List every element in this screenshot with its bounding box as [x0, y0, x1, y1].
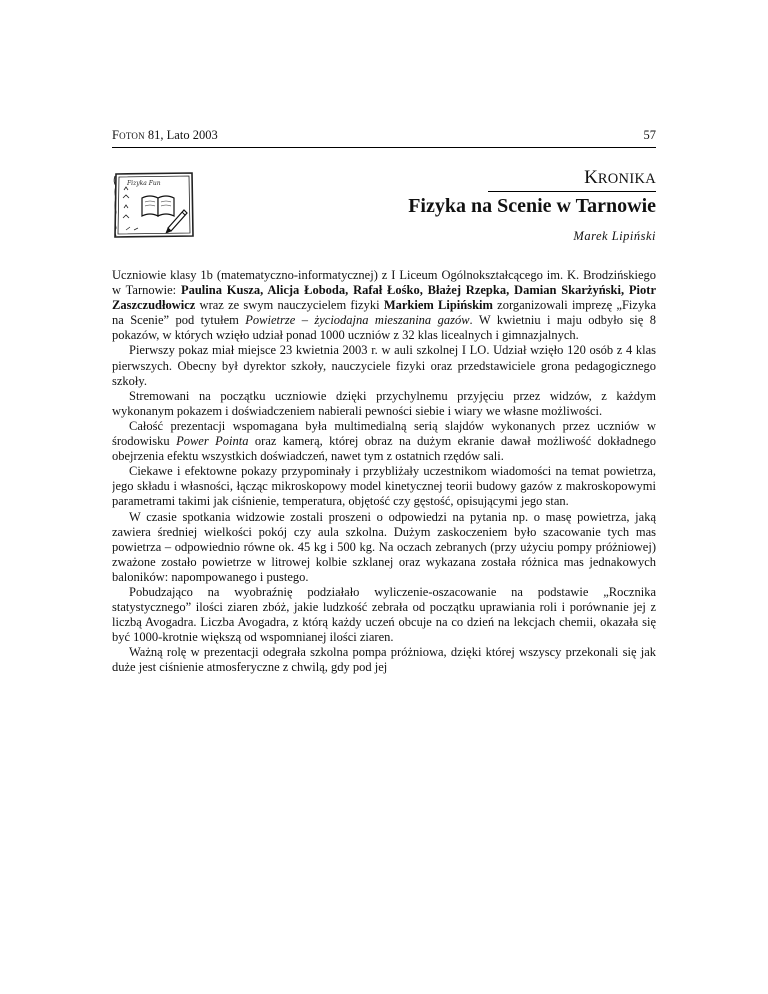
journal-info	[112, 128, 218, 143]
p4-software-name: Power Pointa	[176, 434, 249, 449]
notebook-pencil-icon	[112, 170, 198, 240]
paragraph-8: Ważną rolę w prezentacji odegrała szkolna pompa próżniowa, dzięki której wszyscy przekonali się jak duże jest ciśnienie atmosferyczne z chwilą, gdy pod jej	[112, 645, 656, 675]
section-rule	[488, 191, 656, 192]
paragraph-5: Ciekawe i efektowne pokazy przypominały i przybliżały uczestnikom wiadomości na temat powietrza, jego składu i własności, łącząc mikroskopowy model kinetycznej teorii budowy gazów z makroskopowymi parametrami takimi jak ciśnienie, temperatura, objętość czy gęstość, opisującymi jego stan.	[112, 464, 656, 509]
section-first-letter: K	[584, 167, 598, 188]
article-body	[112, 268, 656, 968]
article-author: Marek Lipiński	[573, 229, 656, 243]
p1-student-names: Paulina Kusza, Alicja Łoboda, Rafał Łośko, Błażej Rzepka, Damian Skarżyński, Piotr Zaszczudłowicz	[112, 283, 656, 313]
p1-text-2: wraz ze swym nauczycielem fizyki	[195, 298, 384, 313]
p1-show-title: Powietrze – życiodajna mieszanina gazów	[245, 313, 470, 328]
paragraph-2: Pierwszy pokaz miał miejsce 23 kwietnia 2003 r. w auli szkolnej I LO. Udział wzięło 120 osób z 4 klas pierwszych. Obecny był dyrektor szkoły, nauczyciele fizyki oraz przedstawiciele grona pedagogicznego szkoły.	[112, 343, 656, 388]
running-header	[112, 128, 656, 148]
section-rest: RONIKA	[597, 171, 656, 187]
section-name	[584, 167, 656, 189]
p4-text-2: oraz kamerą, której obraz na dużym ekranie dawał możliwość dokładnego obejrzenia efektu wszystkich doświadczeń, nawet tym z ostatnich rzędów sali.	[112, 434, 656, 464]
journal-name: Foton	[112, 128, 145, 142]
page-number: 57	[643, 128, 656, 142]
p4-text-1: Całość prezentacji wspomagana była multimedialną serią slajdów wykonanych przez uczniów w środowisku	[112, 418, 656, 449]
p1-text-1: Uczniowie klasy 1b (matematyczno-informatycznej) z I Liceum Ogólnokształcącego im. K. Brodzińskiego w Tarnowie:	[112, 268, 656, 298]
header-rule	[112, 147, 656, 148]
issue-info: 81, Lato 2003	[147, 128, 218, 142]
paragraph-1	[112, 268, 656, 343]
paragraph-3: Stremowani na początku uczniowie dzięki przychylnemu przyjęciu przez widzów, z każdym wykonanym pokazem i doświadczeniem nabierali pewności siebie i wiary we własne możliwości.	[112, 388, 656, 418]
p1-text-4: . W kwietniu i maju odbyło się 8 pokazów, w których wzięło udział ponad 1000 uczniów z 32 klas licealnych i gimnazjalnych.	[112, 313, 656, 343]
paragraph-7: Pobudzająco na wyobraźnię podziałało wyliczenie-oszacowanie na podstawie „Rocznika statystycznego” ilości ziaren zbóż, jakie ludzkość zebrała od początku uprawiania roli i porównanie jej z liczbą Avogadra. Liczba Avogadra, z którą każdy uczeń obcuje na co dzień na lekcjach chemii, okazała się być 1000-krotnie większą od wspomnianej ilości ziaren.	[112, 584, 656, 645]
paragraph-6: W czasie spotkania widzowie zostali proszeni o odpowiedzi na pytania np. o masę powietrza, jaką zawiera średniej wielkości pokój czy aula szkolna. Dużym zaskoczeniem było szacowanie tych mas powietrza – odpowiednio równe ok. 45 kg i 500 kg. Na oczach zebranych (przy użyciu pompy próżniowej) zważone zostało powietrze w litrowej kolbie szklanej oraz wykazana została różnica mas jednakowych baloników: napompowanego i pustego.	[112, 509, 656, 584]
p1-teacher-name: Markiem Lipińskim	[383, 298, 493, 313]
article-title: Fizyka na Scenie w Tarnowie	[408, 195, 656, 217]
logo-caption: Fizyka Fun	[127, 180, 161, 187]
paragraph-4	[112, 419, 656, 464]
p1-text-3: zorganizowali imprezę „Fizyka na Scenie” pod tytułem	[112, 298, 656, 328]
